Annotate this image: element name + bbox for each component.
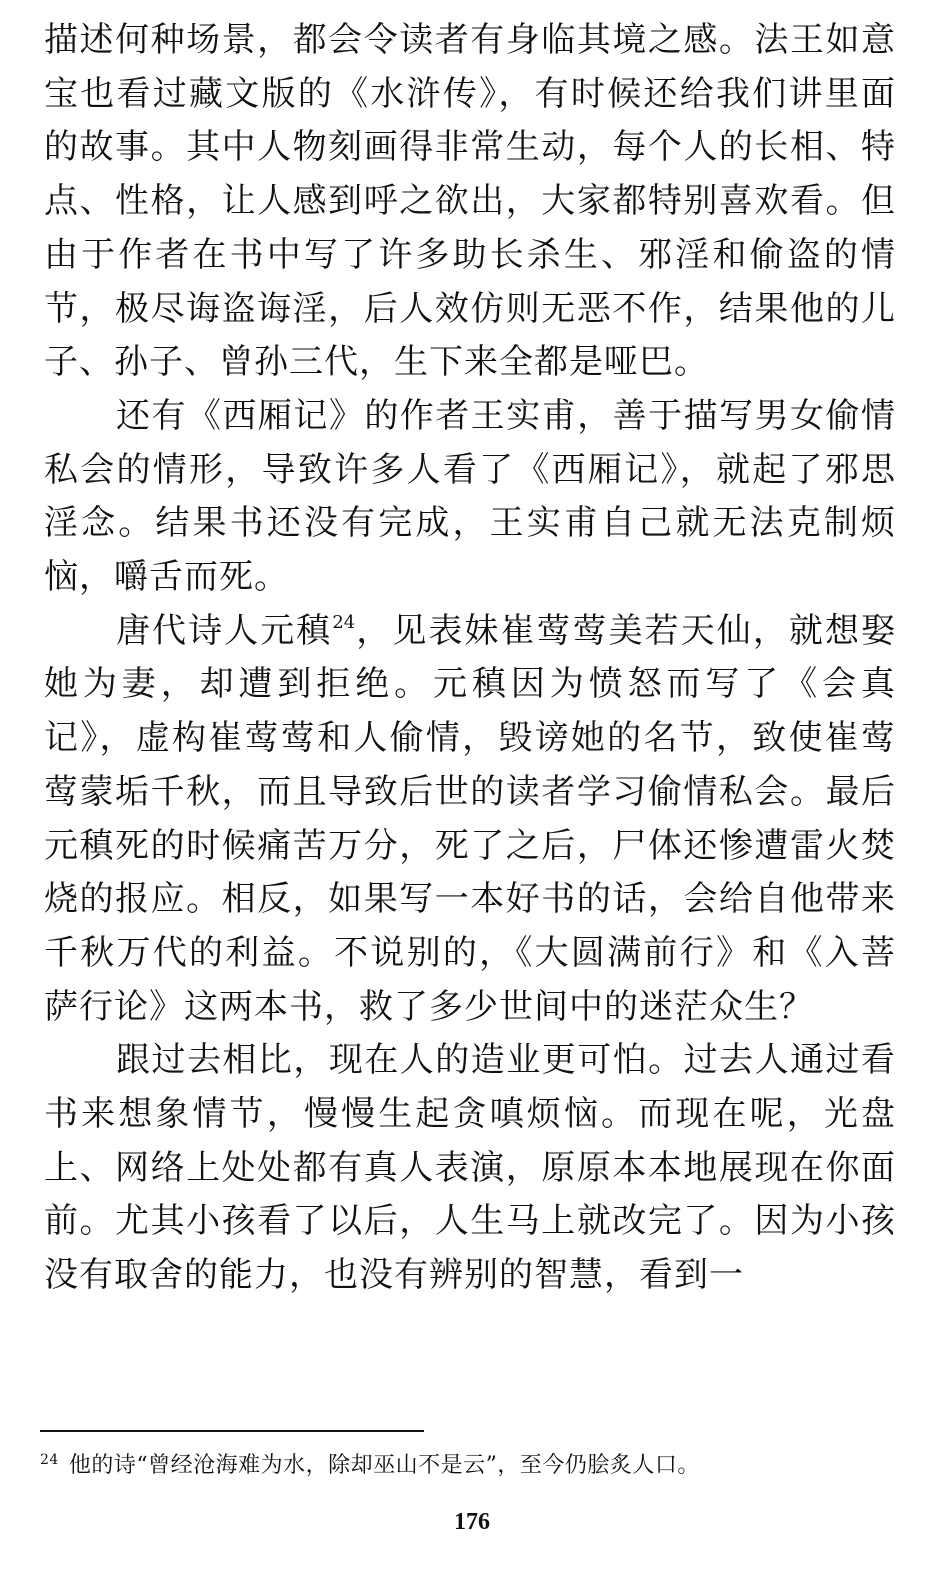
footnote [40, 1450, 900, 1482]
paragraph-2: 还有《西厢记》的作者王实甫，善于描写男女偷情私会的情形，导致许多人看了《西厢记》，就起了邪思淫念。结果书还没有完成，王实甫自己就无法克制烦恼，嚼舌而死。 [44, 395, 896, 598]
paragraph-4: 跟过去相比，现在人的造业更可怕。过去人通过看书来想象情节，慢慢生起贪嗔烦恼。而现在呢，光盘上、网络上处处都有真人表演，原原本本地展现在你面前。尤其小孩看了以后，人生马上就改完了。因为小孩没有取舍的能力，也没有辨别的智慧，看到一 [44, 1040, 896, 1296]
main-text [44, 14, 896, 1303]
footnote-divider [40, 1430, 424, 1432]
paragraph-3-rest: ，见表妹崔莺莺美若天仙，就想娶她为妻，却遭到拒绝。元稹因为愤怒而写了《会真记》，虚构崔莺莺和人偷情，毁谤她的名节，致使崔莺莺蒙垢千秋，而且导致后世的读者学习偷情私会。最后元稹死的时候痛苦万分，死了之后，尸体还惨遭雷火焚烧的报应。相反，如果写一本好书的话，会给自他带来千秋万代的利益。不说别的，《大圆满前行》和《入菩萨行论》这两本书，救了多少世间中的迷茫众生？ [44, 610, 896, 1027]
footnote-text: 他的诗“曾经沧海难为水，除却巫山不是云”，至今仍脍炙人口。 [68, 1453, 700, 1478]
page-number: 176 [454, 1509, 490, 1535]
paragraph-3 [44, 605, 896, 1035]
footnote-number: 24 [40, 1452, 59, 1468]
paragraph-3-start: 唐代诗人元稹 [116, 610, 333, 651]
footnote-reference[interactable]: 24 [332, 611, 356, 633]
paragraph-1: 描述何种场景，都会令读者有身临其境之感。法王如意宝也看过藏文版的《水浒传》，有时候还给我们讲里面的故事。其中人物刻画得非常生动，每个人的长相、特点、性格，让人感到呼之欲出，大家都特别喜欢看。但由于作者在书中写了许多助长杀生、邪淫和偷盗的情节，极尽诲盗诲淫，后人效仿则无恶不作，结果他的儿子、孙子、曾孙三代，生下来全都是哑巴。 [44, 20, 896, 383]
